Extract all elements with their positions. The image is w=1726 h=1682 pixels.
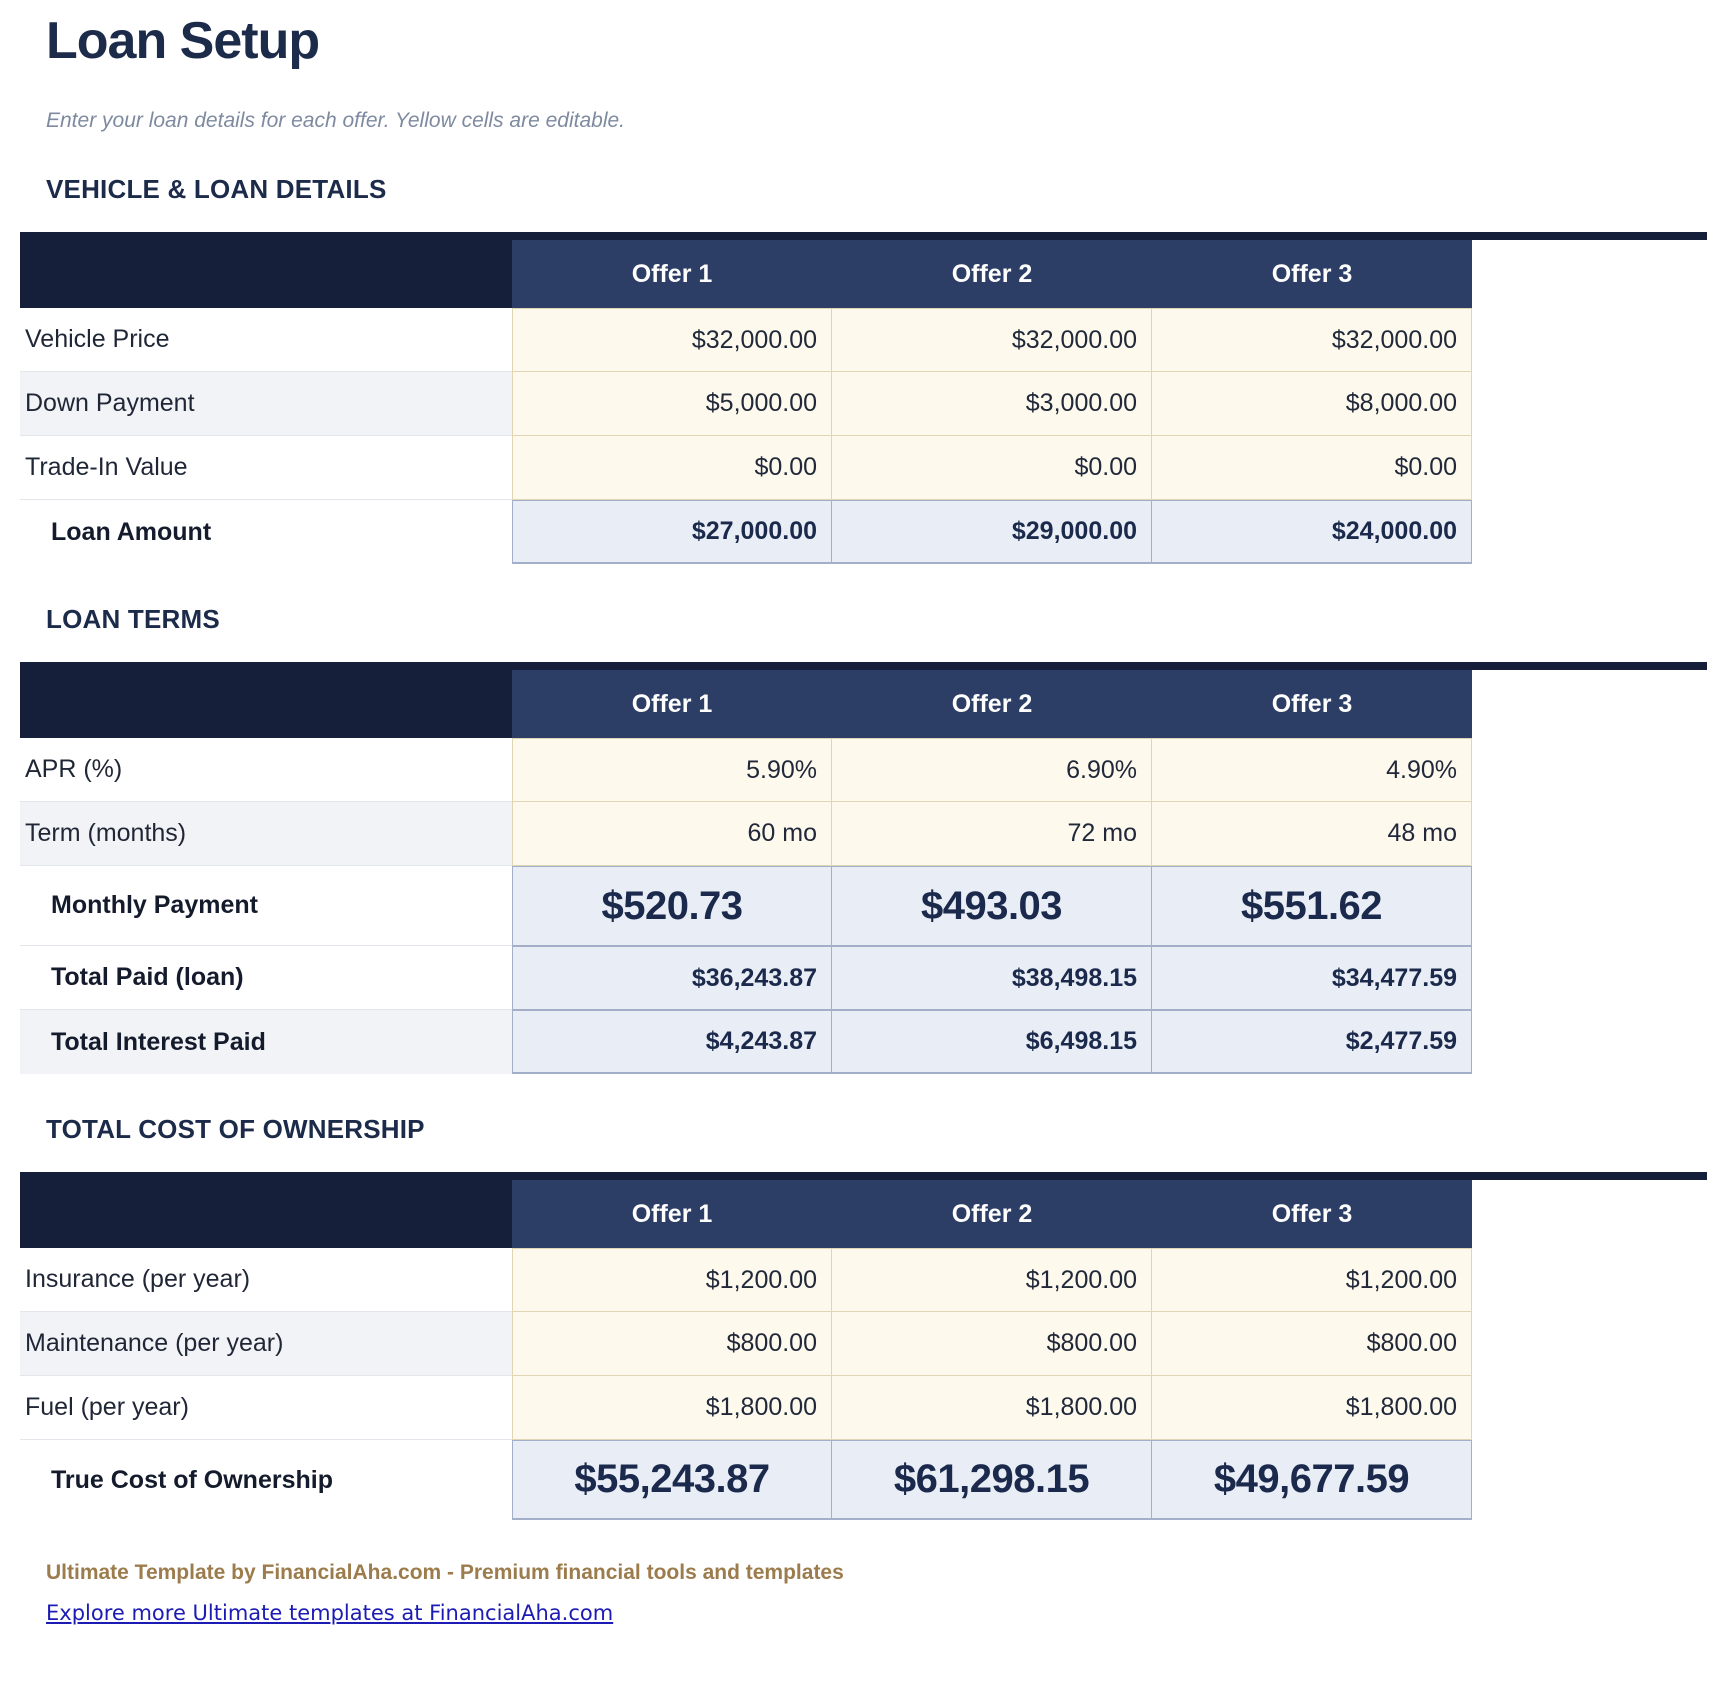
- table-header-row: [20, 670, 1472, 738]
- table-row: [20, 1440, 1472, 1520]
- column-header: Offer 3: [1152, 1180, 1472, 1248]
- editable-cell[interactable]: $0.00: [832, 436, 1152, 500]
- row-label: APR (%): [20, 738, 512, 802]
- table-row: [20, 1010, 1472, 1074]
- row-label: Monthly Payment: [20, 866, 512, 946]
- column-header: Offer 2: [832, 240, 1152, 308]
- computed-cell: $36,243.87: [512, 946, 832, 1010]
- table-row: [20, 308, 1472, 372]
- section-total-cost-of-ownership: [0, 1114, 1726, 1520]
- editable-cell[interactable]: 60 mo: [512, 802, 832, 866]
- section-heading-loan-terms: LOAN TERMS: [46, 604, 220, 634]
- editable-cell[interactable]: 5.90%: [512, 738, 832, 802]
- editable-cell[interactable]: $800.00: [832, 1312, 1152, 1376]
- column-header: Offer 2: [832, 670, 1152, 738]
- section-loan-terms: [0, 604, 1726, 1074]
- header-corner-cell: [20, 1180, 512, 1248]
- section-heading-total-cost-of-ownership: TOTAL COST OF OWNERSHIP: [46, 1114, 425, 1144]
- tables-container: [0, 174, 1726, 1520]
- computed-cell: $551.62: [1152, 866, 1472, 946]
- section-vehicle-loan-details: [0, 174, 1726, 564]
- column-header: Offer 3: [1152, 240, 1472, 308]
- computed-cell: $29,000.00: [832, 500, 1152, 564]
- page-subtitle: Enter your loan details for each offer. Yellow cells are editable.: [46, 109, 625, 132]
- column-header: Offer 1: [512, 240, 832, 308]
- row-label: Trade-In Value: [20, 436, 512, 500]
- editable-cell[interactable]: $800.00: [1152, 1312, 1472, 1376]
- column-header: Offer 2: [832, 1180, 1152, 1248]
- table-row: [20, 946, 1472, 1010]
- computed-cell: $493.03: [832, 866, 1152, 946]
- row-label: Total Paid (loan): [20, 946, 512, 1010]
- editable-cell[interactable]: $5,000.00: [512, 372, 832, 436]
- table-row: [20, 436, 1472, 500]
- editable-cell[interactable]: $32,000.00: [512, 308, 832, 372]
- editable-cell[interactable]: 72 mo: [832, 802, 1152, 866]
- column-header: Offer 3: [1152, 670, 1472, 738]
- table-row: [20, 802, 1472, 866]
- table-loan-terms: [20, 662, 1726, 1074]
- editable-cell[interactable]: $1,800.00: [512, 1376, 832, 1440]
- header-corner-cell: [20, 670, 512, 738]
- table-row: [20, 866, 1472, 946]
- table-row: [20, 1376, 1472, 1440]
- page-footer: [0, 1560, 1726, 1626]
- editable-cell[interactable]: $32,000.00: [1152, 308, 1472, 372]
- row-label: Down Payment: [20, 372, 512, 436]
- table-top-border: [20, 662, 1707, 670]
- section-heading-vehicle-loan-details: VEHICLE & LOAN DETAILS: [46, 174, 387, 204]
- table-total-cost-of-ownership: [20, 1172, 1726, 1520]
- row-label: Vehicle Price: [20, 308, 512, 372]
- row-label: Loan Amount: [20, 500, 512, 564]
- editable-cell[interactable]: $1,200.00: [512, 1248, 832, 1312]
- editable-cell[interactable]: $1,200.00: [1152, 1248, 1472, 1312]
- row-label: Fuel (per year): [20, 1376, 512, 1440]
- header-corner-cell: [20, 240, 512, 308]
- editable-cell[interactable]: 6.90%: [832, 738, 1152, 802]
- row-label: Maintenance (per year): [20, 1312, 512, 1376]
- column-header: Offer 1: [512, 670, 832, 738]
- computed-cell: $24,000.00: [1152, 500, 1472, 564]
- table-row: [20, 1248, 1472, 1312]
- row-label: Total Interest Paid: [20, 1010, 512, 1074]
- page-title: Loan Setup: [46, 12, 320, 70]
- editable-cell[interactable]: $800.00: [512, 1312, 832, 1376]
- computed-cell: $49,677.59: [1152, 1440, 1472, 1520]
- row-label: True Cost of Ownership: [20, 1440, 512, 1520]
- table-row: [20, 500, 1472, 564]
- row-label: Term (months): [20, 802, 512, 866]
- loan-setup-page: [0, 12, 1726, 1682]
- editable-cell[interactable]: $0.00: [1152, 436, 1472, 500]
- editable-cell[interactable]: $1,800.00: [1152, 1376, 1472, 1440]
- table-vehicle-loan-details: [20, 232, 1726, 564]
- computed-cell: $2,477.59: [1152, 1010, 1472, 1074]
- table-row: [20, 372, 1472, 436]
- table-header-row: [20, 1180, 1472, 1248]
- editable-cell[interactable]: $1,800.00: [832, 1376, 1152, 1440]
- computed-cell: $6,498.15: [832, 1010, 1152, 1074]
- footer-credit: Ultimate Template by FinancialAha.com - Premium financial tools and templates: [46, 1561, 844, 1584]
- editable-cell[interactable]: $32,000.00: [832, 308, 1152, 372]
- table-top-border: [20, 232, 1707, 240]
- computed-cell: $38,498.15: [832, 946, 1152, 1010]
- editable-cell[interactable]: $1,200.00: [832, 1248, 1152, 1312]
- table-top-border: [20, 1172, 1707, 1180]
- row-label: Insurance (per year): [20, 1248, 512, 1312]
- footer-link[interactable]: Explore more Ultimate templates at FinancialAha.com: [46, 1601, 614, 1625]
- computed-cell: $520.73: [512, 866, 832, 946]
- editable-cell[interactable]: $3,000.00: [832, 372, 1152, 436]
- editable-cell[interactable]: 48 mo: [1152, 802, 1472, 866]
- editable-cell[interactable]: 4.90%: [1152, 738, 1472, 802]
- table-row: [20, 1312, 1472, 1376]
- computed-cell: $27,000.00: [512, 500, 832, 564]
- column-header: Offer 1: [512, 1180, 832, 1248]
- table-header-row: [20, 240, 1472, 308]
- computed-cell: $55,243.87: [512, 1440, 832, 1520]
- computed-cell: $4,243.87: [512, 1010, 832, 1074]
- editable-cell[interactable]: $0.00: [512, 436, 832, 500]
- editable-cell[interactable]: $8,000.00: [1152, 372, 1472, 436]
- table-row: [20, 738, 1472, 802]
- computed-cell: $34,477.59: [1152, 946, 1472, 1010]
- computed-cell: $61,298.15: [832, 1440, 1152, 1520]
